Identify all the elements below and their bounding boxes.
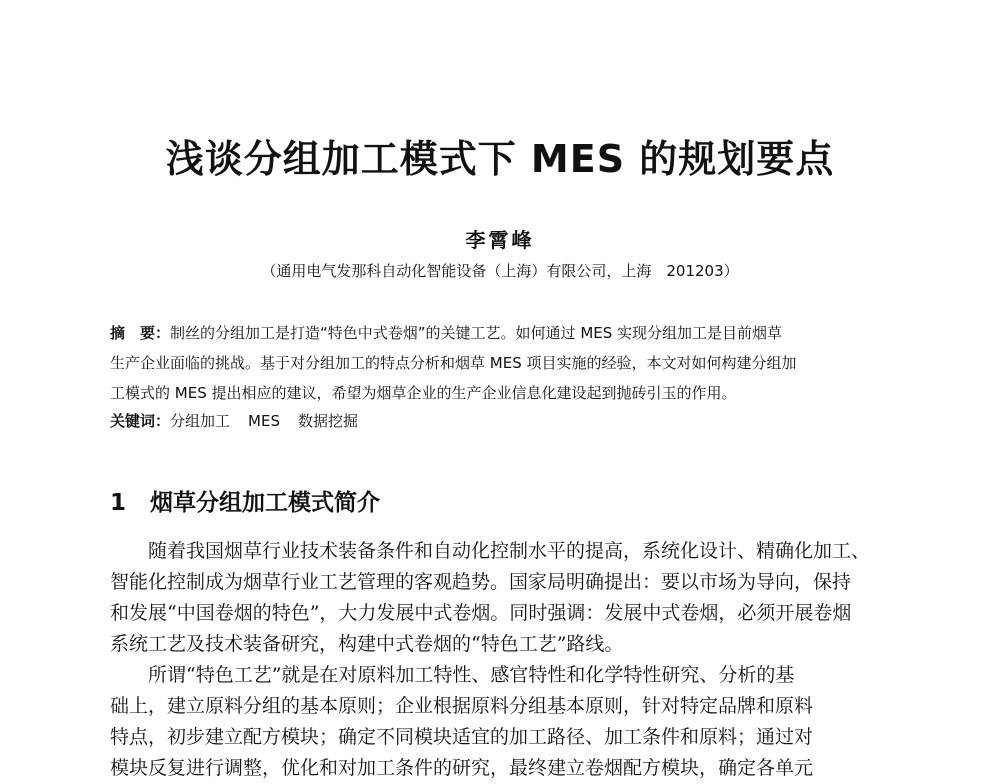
keyword-item: MES (248, 412, 280, 430)
abstract-line (110, 318, 900, 348)
section-body (110, 536, 900, 784)
abstract-line: 生产企业面临的挑战。基于对分组加工的特点分析和烟草 MES 项目实施的经验，本文对如何构建分组加 (110, 354, 797, 372)
author-name: 李霄峰 (465, 228, 535, 252)
body-line: 所谓“特色工艺”就是在对原料加工特性、感官特性和化学特性研究、分析的基 (148, 664, 795, 686)
body-line: 智能化控制成为烟草行业工艺管理的客观趋势。国家局明确提出：要以市场为导向，保持 (110, 571, 852, 593)
body-line: 模块反复进行调整，优化和对加工条件的研究，最终建立卷烟配方模块，确定各单元 (110, 757, 814, 779)
body-line: 系统工艺及技术装备研究，构建中式卷烟的“特色工艺”路线。 (110, 633, 624, 655)
body-line: 随着我国烟草行业技术装备条件和自动化控制水平的提高，系统化设计、精确化加工、 (148, 540, 871, 562)
section-heading (110, 484, 380, 517)
paper-title: 浅谈分组加工模式下 MES 的规划要点 (165, 137, 835, 181)
body-line: 础上，建立原料分组的基本原则；企业根据原料分组基本原则，针对特定品牌和原料 (110, 695, 814, 717)
body-line: 特点，初步建立配方模块；确定不同模块适宜的加工路径、加工条件和原料；通过对 (110, 726, 814, 748)
abstract (110, 318, 900, 408)
section-title: 烟草分组加工模式简介 (150, 490, 381, 516)
abstract-label: 摘 要： (110, 324, 171, 342)
section-number: 1 (110, 490, 127, 516)
keywords-label: 关键词： (110, 412, 171, 430)
keywords (110, 410, 376, 431)
abstract-text: 制丝的分组加工是打造“特色中式卷烟”的关键工艺。如何通过 MES 实现分组加工是目前烟草 (170, 324, 783, 342)
keyword-item: 分组加工 (170, 412, 231, 430)
abstract-line: 工模式的 MES 提出相应的建议，希望为烟草企业的生产企业信息化建设起到抛砖引玉的作用。 (110, 384, 737, 402)
body-line: 和发展“中国卷烟的特色”，大力发展中式卷烟。同时强调：发展中式卷烟，必须开展卷烟 (110, 602, 852, 624)
author-affiliation: （通用电气发那科自动化智能设备（上海）有限公司，上海 201203） (261, 262, 739, 280)
keyword-item: 数据挖掘 (297, 412, 358, 430)
